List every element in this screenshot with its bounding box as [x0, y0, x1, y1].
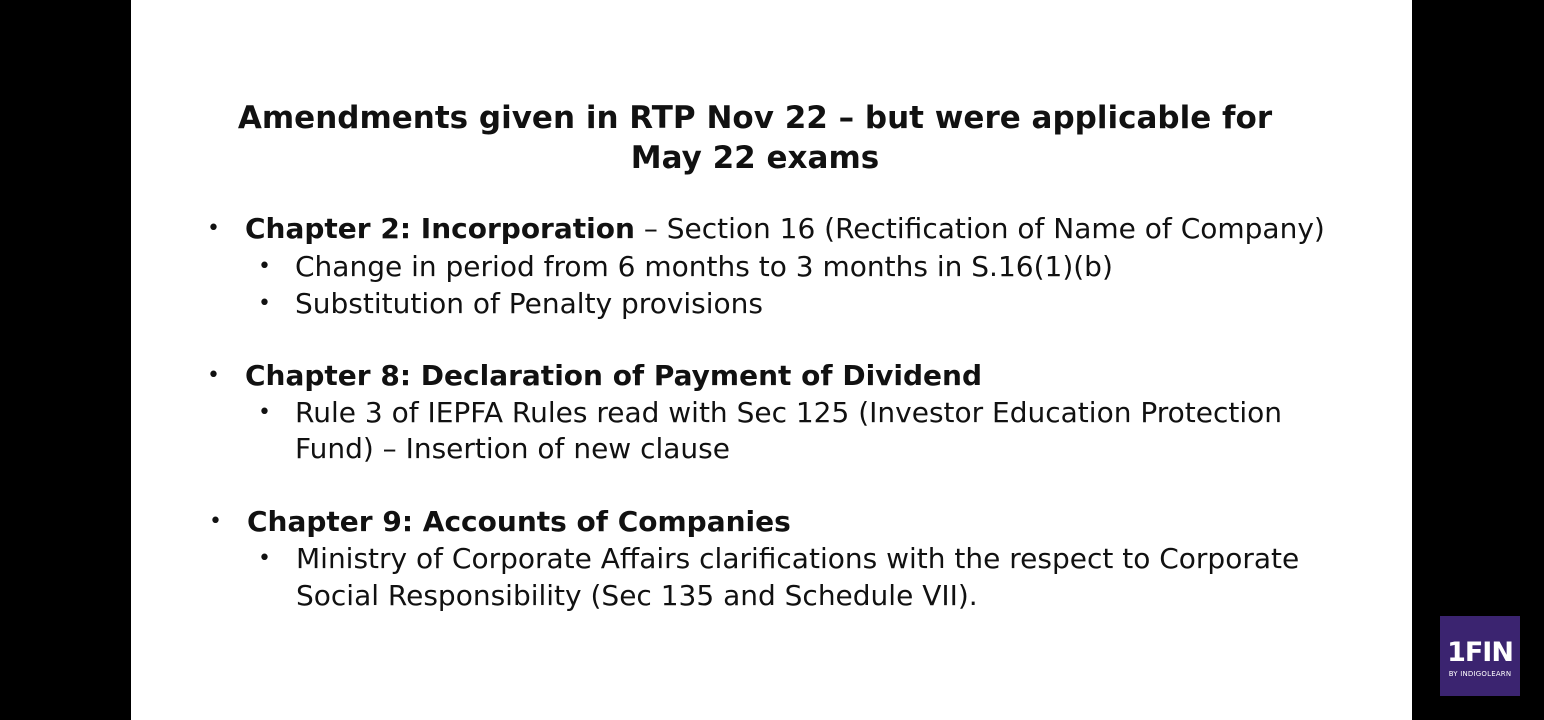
- section-heading-text: Chapter 2: Incorporation: [245, 212, 635, 245]
- section-heading-text: Chapter 9: Accounts of Companies: [247, 505, 791, 538]
- slide-title: [131, 98, 1379, 178]
- bullet-icon: •: [258, 291, 271, 316]
- bullet-icon: •: [258, 546, 271, 571]
- section-heading-chapter-9: [247, 503, 791, 540]
- list-item: Substitution of Penalty provisions: [295, 287, 764, 320]
- section-heading-suffix: – Section 16 (Rectification of Name of Company): [634, 212, 1325, 245]
- bullet-icon: •: [207, 216, 220, 241]
- logo-byline: BY INDIGOLEARN: [1448, 670, 1512, 678]
- slide-title-line-2: May 22 exams: [630, 140, 880, 176]
- section-heading-chapter-8: [245, 357, 982, 394]
- bullet-icon: •: [258, 254, 271, 279]
- bullet-icon: •: [258, 400, 271, 425]
- section-heading-chapter-2: [245, 210, 1325, 247]
- watermark-logo: [1440, 616, 1520, 696]
- list-item: Change in period from 6 months to 3 months in S.16(1)(b): [295, 250, 1113, 283]
- list-item-continuation: Fund) – Insertion of new clause: [295, 432, 730, 465]
- bullet-icon: •: [207, 363, 220, 388]
- list-item-continuation: Social Responsibility (Sec 135 and Schedule VII).: [296, 579, 978, 612]
- logo-mark: 1FIN: [1447, 637, 1513, 668]
- list-item: Rule 3 of IEPFA Rules read with Sec 125 (Investor Education Protection: [295, 396, 1282, 429]
- bullet-icon: •: [209, 509, 222, 534]
- slide: [131, 0, 1412, 720]
- list-item: Ministry of Corporate Affairs clarifications with the respect to Corporate: [296, 542, 1300, 575]
- section-heading-text: Chapter 8: Declaration of Payment of Dividend: [245, 359, 983, 392]
- slide-title-line-1: Amendments given in RTP Nov 22 – but were applicable for: [237, 100, 1273, 136]
